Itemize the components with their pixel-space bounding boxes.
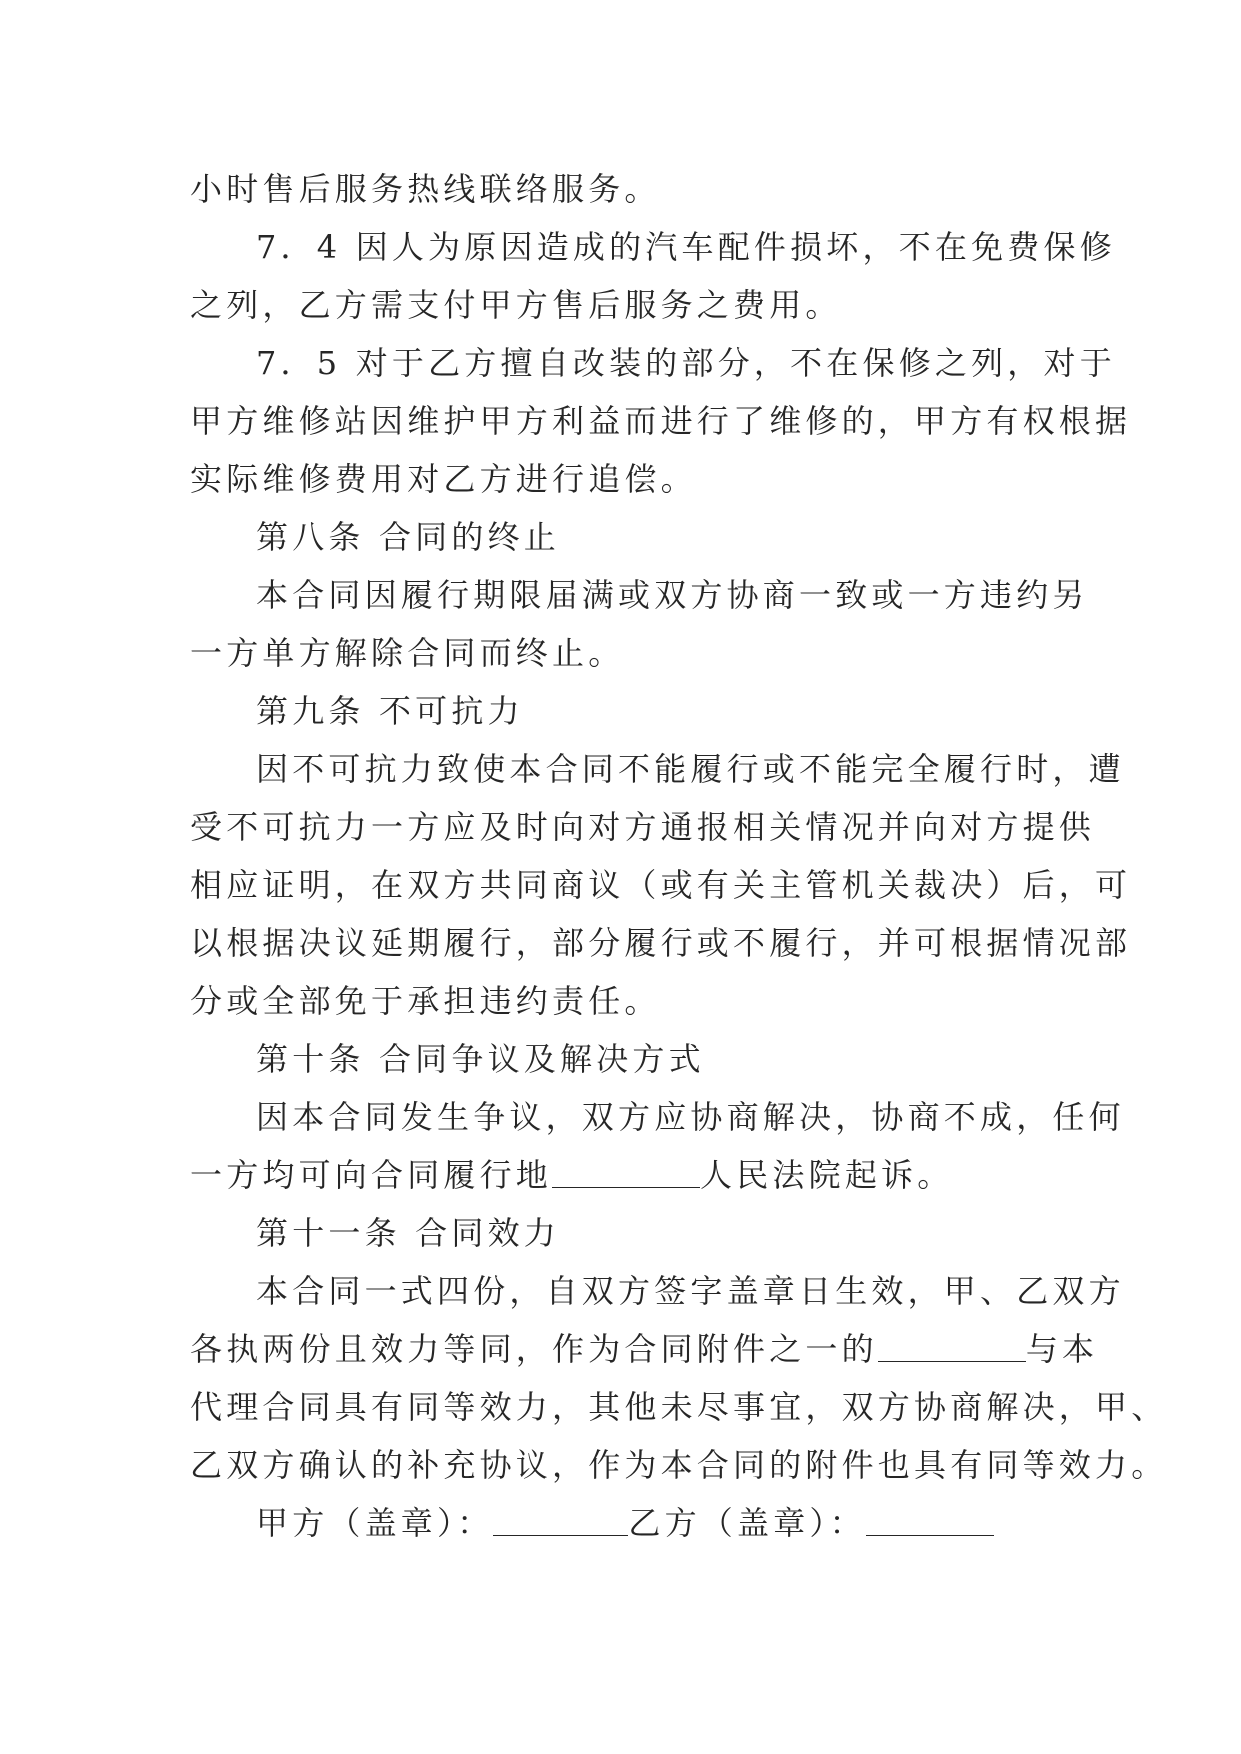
clause-7-5-line-1: 7．5 对于乙方擅自改装的部分，不在保修之列，对于 [256,344,1116,382]
article-11-line-2 [190,1320,1099,1378]
article-8-heading: 第八条 合同的终止 [256,518,560,556]
article-10-line-2 [190,1146,1070,1204]
article-9-heading: 第九条 不可抗力 [256,692,524,730]
article-10-line-2-end: 人民法院起诉。 [700,1156,954,1194]
attachment-name-blank [878,1329,1026,1362]
article-8-line-2: 一方单方解除合同而终止。 [190,634,625,672]
party-b-seal-blank [866,1503,994,1536]
article-10-line-2-start: 一方均可向合同履行地 [190,1156,553,1194]
article-11-line-3: 代理合同具有同等效力，其他未尽事宜，双方协商解决，甲、 [190,1388,1168,1426]
party-a-seal-blank [493,1503,628,1536]
party-a-seal-label: 甲方（盖章）： [256,1504,494,1542]
article-9-line-2: 受不可抗力一方应及时向对方通报相关情况并向对方提供 [190,808,1096,846]
article-10-line-1: 因本合同发生争议，双方应协商解决，协商不成，任何 [256,1098,1125,1136]
article-9-line-5: 分或全部免于承担违约责任。 [190,982,661,1020]
article-11-line-4: 乙双方确认的补充协议，作为本合同的附件也具有同等效力。 [190,1446,1168,1484]
clause-7-4-line-2: 之列，乙方需支付甲方售后服务之费用。 [190,286,842,324]
article-9-line-3: 相应证明，在双方共同商议（或有关主管机关裁决）后，可 [190,866,1132,904]
signature-line [190,1494,1070,1552]
article-11-line-2-start: 各执两份且效力等同，作为合同附件之一的 [190,1330,878,1368]
clause-7-5-line-3: 实际维修费用对乙方进行追偿。 [190,460,697,498]
article-11-line-2-end: 与本 [1025,1330,1099,1368]
article-11-heading: 第十一条 合同效力 [256,1214,560,1252]
article-11-line-1: 本合同一式四份，自双方签字盖章日生效，甲、乙双方 [256,1272,1125,1310]
article-8-line-1: 本合同因履行期限届满或双方协商一致或一方违约另 [256,576,1089,614]
party-b-seal-label: 乙方（盖章）： [628,1504,866,1542]
contract-body [190,160,1168,1552]
article-10-heading: 第十条 合同争议及解决方式 [256,1040,705,1078]
article-9-line-1: 因不可抗力致使本合同不能履行或不能完全履行时，遭 [256,750,1125,788]
clause-7-4-line-1: 7．4 因人为原因造成的汽车配件损坏，不在免费保修 [256,228,1116,266]
clause-7-5-line-2: 甲方维修站因维护甲方利益而进行了维修的，甲方有权根据 [190,402,1132,440]
article-9-line-4: 以根据决议延期履行，部分履行或不履行，并可根据情况部 [190,924,1132,962]
court-location-blank [552,1155,700,1188]
paragraph-continuation: 小时售后服务热线联络服务。 [190,170,661,208]
